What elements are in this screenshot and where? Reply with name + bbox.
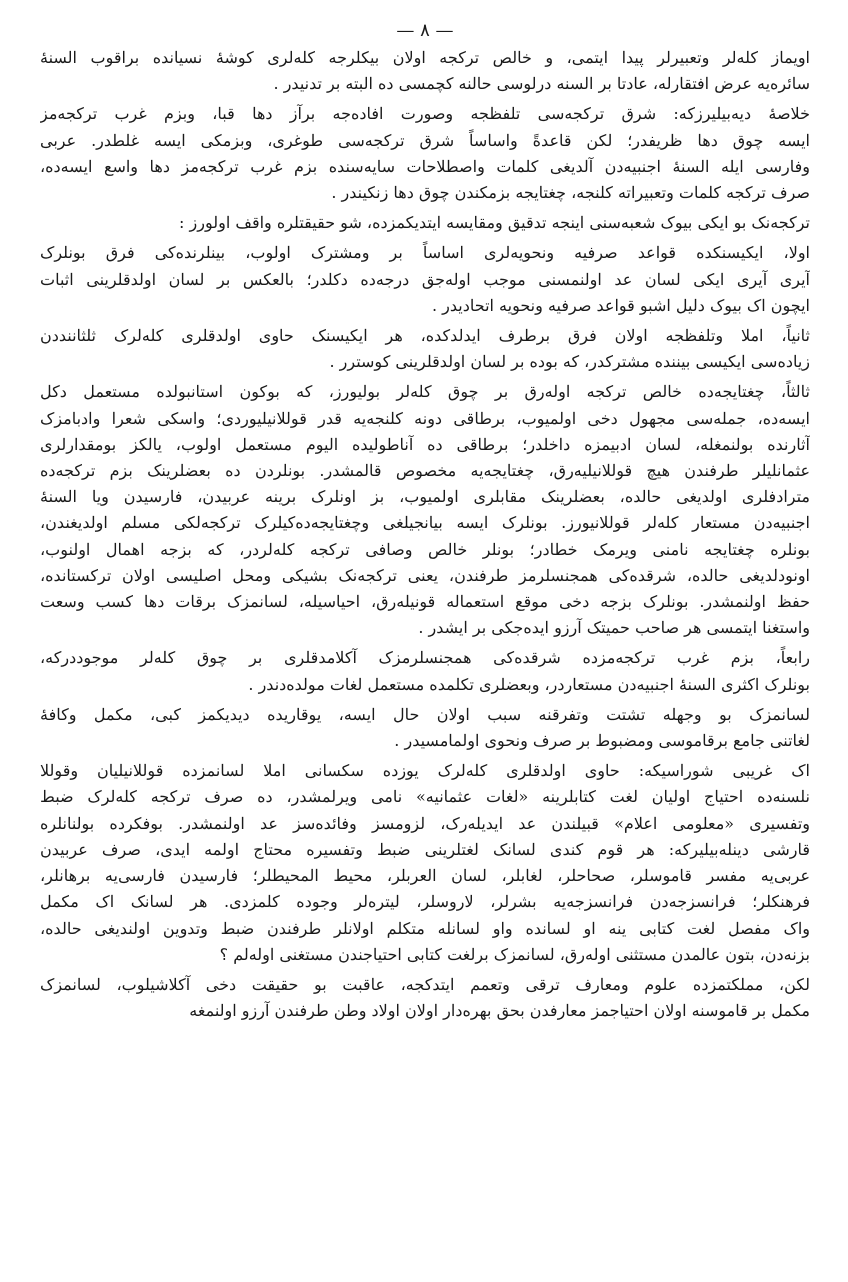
paragraph (40, 702, 810, 754)
text-line: اونودلدیغی حالده، شرقده‌کی همجنسلرمز طرفندن، یعنی ترکجه‌نک بشیکی ومحل اصلیسی اولان ترکستانده، (40, 565, 810, 585)
text-line: اولا، ایکیسنکده قواعد صرفیه ونحویه‌لری اساساً بر ومشترک اولوب، بینلرنده‌کی فرق بونلرک (40, 243, 810, 263)
text-line: عربی‌یه مفسر قاموسلر، صحاحلر، لغابلر، لسان العربلر، محیط المحیطلر؛ فارسیدن فارسی‌یه برهانلر، (40, 866, 810, 886)
paragraph (40, 972, 810, 1024)
text-line: لغاتنی جامع برقاموسی ومضبوط بر صرف ونحوی اولمامسیدر . (394, 731, 810, 751)
paragraph (40, 379, 810, 641)
paragraph (40, 210, 810, 236)
text-line: قارشی دینله‌بیلیرکه: هر قوم کندی لسانک لغتلرینی ضبط وتفسیره محتاج اولمه ایدی، صرف عربیدن (40, 839, 810, 859)
text-line: آیری آیری ایکی لسان عد اولنمسنی موجب اوله‌جق درجه‌ده دکلدر؛ بالعکس بر لسان اولدقلرینی اثبات (40, 269, 810, 289)
text-line: ثالثاً، چغتایجه‌ده خالص ترکجه اوله‌رق بر چوق کلەلر بولیورز، که بوکون استانبولده مستعمل دکل (40, 382, 810, 402)
text-line: واک مفصل لغت کتابی ینه او لسانده واو لسانله متکلم اولانلر طرفندن ضبط وتدوین اولندیغی حالده، (40, 918, 810, 938)
text-line: ایسه‌ده، جمله‌سی مجهول دخی اولمیوب، برطاقی دونه کلنجه‌یه قدر قوللانیلیوردی؛ واسکی شعرا وادبامزک (40, 408, 810, 428)
text-line: حفظ اولنمشدر. بونلرک بزجه دخی موقع استعماله قونیله‌رق، احیاسیله، لسانمزک برقات دها کسب وسعت (40, 592, 810, 612)
text-line: ثانیاً، املا وتلفظجه اولان فرق برطرف ایدلدکده، هر ایکیسنک حاوی اولدقلری کلەلرک ثلثاننددن (40, 326, 810, 346)
text-line: رابعاً، بزم غرب ترکجه‌مزده شرقده‌کی همجنسلرمزک آکلامدقلری بر چوق کلەلر موجوددرکه، (40, 648, 810, 668)
text-line: اک غریبی شوراسیکه: حاوی اولدقلری کلەلرک یوزده سکسانی املا لسانمزده قوللانیلیان وقوللا (40, 761, 810, 781)
paragraph (40, 758, 810, 968)
text-line: واستغنا ایتمسی هر صاحب حمیتک آرزو ایده‌جکی بر ایشدر . (418, 618, 810, 638)
text-line: اجنبیه‌دن مستعار کلەلر قوللانیورز. بونلرک ایسه بیانجیلغی وچغتایجه‌دەکیلرک ترکجه‌لکی مسلم اولدیغندن، (40, 513, 810, 533)
text-line: وتفسیری «معلومی اعلام» قبیلندن عد ایدیله‌رک، لزومسز وفائده‌سز عد اولنمشدر. بوفکرده بولنانلره (40, 813, 810, 833)
document-page (40, 20, 810, 1270)
text-line: سائره‌یه عرض افتقارله، عادتا بر السنه درلوسی حالنه کچمسی ده البته بر تدنیدر . (273, 74, 810, 94)
body-text (40, 45, 810, 1024)
text-line: لسانمزک بو وجهله تشتت وتفرقنه سبب اولان حال ایسه، یوقاریده دیدیکمز کبی، مکمل وکافهٔ (40, 704, 810, 724)
text-line: بونلره چغتایجه نامنی ویرمک خطادر؛ بونلر خالص وصافی ترکجه کلەلردر، که بزجه اهمال اولنوب، (40, 539, 810, 559)
text-line: مکمل بر قاموسنه اولان احتیاجمز معارفدن بحق بهره‌دار اولان اولاد وطن طرفندن آرزو اولنمغه (189, 1001, 810, 1021)
text-line: لکن، مملکتمزده علوم ومعارف ترقی وتعمم ایتدکجه، عاقبت بو حقیقت دخی آکلاشیلوب، لسانمزک (40, 974, 810, 994)
paragraph (40, 101, 810, 206)
page-number: — ٨ — (396, 20, 454, 41)
text-line: زیاده‌سی ایکیسی بیننده مشترکدر، که بوده بر لسان اولدقلرینی کوسترر . (329, 352, 810, 372)
text-line: ترکجه‌نک بو ایکی بیوک شعبه‌سنی اینجه تدقیق ومقایسه ایتدیکمزده، شو حقیقتلره واقف اولورز : (179, 213, 810, 233)
text-line: ایچون اک بیوک دلیل اشبو قواعد صرفیه ونحویه اتحادیدر . (431, 295, 810, 315)
text-line: صرف ترکجه کلمات وتعبیراته کلنجه، چغتایجه بزمکندن چوق دها زنکیندر . (331, 183, 810, 203)
text-line: آثارنده بولنمغله، لسان ادبیمزه داخلدر؛ برطاقی ده آناطولیده الیوم مستعمل اولوب، یالکز بومقدارلری (40, 434, 810, 454)
text-line: خلاصهٔ دیه‌بیلیرزکه: شرق ترکجه‌سی تلفظجه وصورت افاده‌جه برآز دها قبا، وبزم غرب ترکجه‌مز (40, 104, 810, 124)
text-line: نلسنه‌ده احتیاج اولیان لغت کتابلرینه «لغات عثمانیه» نامی ویرلمشدر، ده صرف ترکجه کلەلرک ضبط (40, 787, 810, 807)
paragraph (40, 45, 810, 97)
text-line: اویماز کلەلر وتعبیرلر پیدا ایتمی، و خالص ترکجە اولان بیکلرجە کلەلری کوشۀ نسیانده براقوب السنهٔ (40, 48, 810, 67)
text-line: وفارسی ایله السنهٔ اجنبیه‌دن آلدیغی کلمات واصطلاحات سایه‌سنده بزم غرب ترکجه‌مز دها واسع ایسه‌ده، (40, 156, 810, 176)
paragraph (40, 323, 810, 375)
paragraph (40, 240, 810, 319)
text-line: فرهنکلر؛ فرانسزجه‌دن فرانسزجه‌یه بشرلر، لاروسلر، لیتره‌لر وجوده کلمزدی. هر لسانک اک مکمل (40, 892, 810, 912)
text-line: مترادفلری اولدیغی حالده، بعضلرینک مقابلری اولمیوب، بز اونلرک برینه عربیدن، فارسیدن ویا السنهٔ (40, 487, 810, 507)
paragraph (40, 645, 810, 697)
text-line: عثمانلیلر طرفندن هیچ قوللانیلیه‌رق، چغتایجه‌یه مخصوص قالمشدر. بونلردن ده بعضلرینک بزم ترکجه‌ده (40, 461, 810, 481)
text-line: ایسه چوق دها ظریفدر؛ لکن قاعدةً واساساً شرق ترکجه‌سی طوغری، وبزمکی ایسه غلطدر. عربی (40, 130, 810, 150)
text-line: بونلرک اکثری السنهٔ اجنبیه‌دن مستعاردر، وبعضلری تکلمده مستعمل لغات مولده‌دندر . (248, 674, 810, 694)
text-line: بزنه‌دن، بتون عالمدن مستثنی اوله‌رق، لسانمزک برلغت کتابی احتیاجندن مستغنی اولەلم ؟ (219, 944, 810, 964)
